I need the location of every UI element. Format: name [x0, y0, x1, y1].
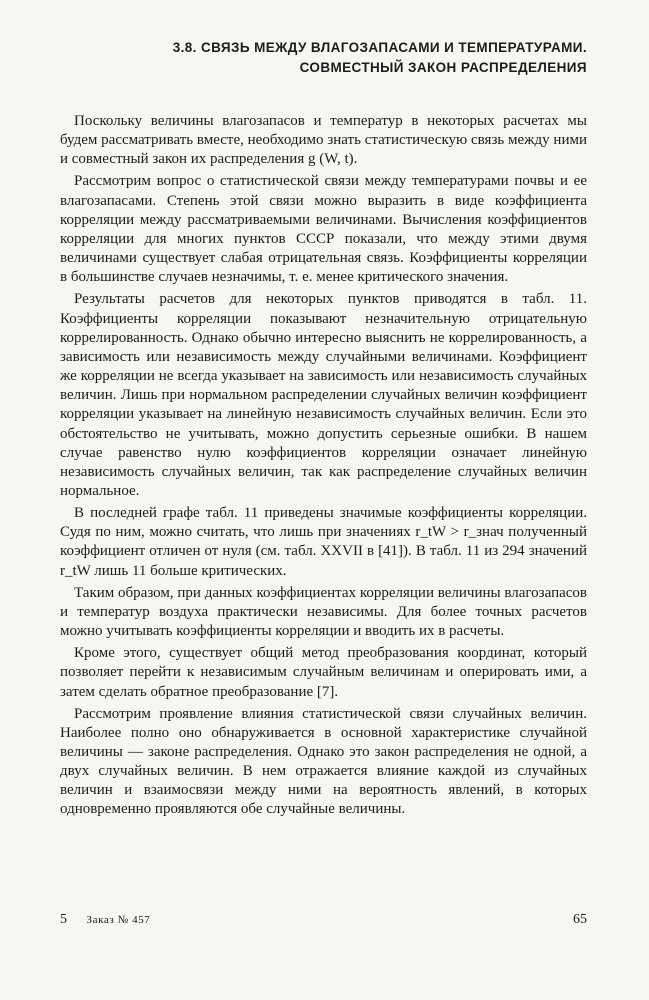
- paragraph-3: [60, 290, 587, 501]
- paragraph-6: [60, 644, 587, 701]
- paragraph-2: [60, 172, 587, 287]
- paragraph-text: Кроме этого, существует общий метод преобразования координат, который позволяет перейти к независимым случайным величинам и оперировать ими, а затем сделать обратное преобразование [7].: [60, 645, 587, 700]
- paragraph-7: [60, 705, 587, 820]
- paragraph-text: Рассмотрим проявление влияния статистической связи случайных величин. Наиболее полно оно обнаруживается в основной характеристике случайной величины — законе распределения. Однако это закон распределения не одной, а двух случайных величин. В нем отражается влияние каждой из случайных величин и взаимосвязи между ними на вероятность явлений, в которых одновременно проявляются обе случайные величины.: [60, 705, 587, 818]
- paragraph-text: Рассмотрим вопрос о статистической связи между температурами почвы и ее влагозапасами. Степень этой связи можно выразить в виде коэффициента корреляции между рассматриваемыми величинами. Вычисления коэффициентов корреляции для многих пунктов СССР показали, что между этими двумя величинами существует слабая отрицательная связь. Коэффициенты корреляции в большинстве случаев незначимы, т. е. менее критического значения.: [60, 173, 587, 286]
- section-heading-line-2: СОВМЕСТНЫЙ ЗАКОН РАСПРЕДЕЛЕНИЯ: [299, 60, 587, 75]
- page-content: [60, 38, 587, 823]
- body-text: [60, 112, 587, 820]
- paragraph-1: [60, 112, 587, 169]
- order-text: Заказ № 457: [86, 914, 151, 926]
- paragraph-text: Таким образом, при данных коэффициентах корреляции величины влагозапасов и температур воздуха практически независимы. Для более точных расчетов можно учитывать коэффициенты корреляции и вводить их в расчеты.: [60, 584, 587, 640]
- paragraph-text: Результаты расчетов для некоторых пунктов приводятся в табл. 11. Коэффициенты корреляции показывают незначительную отрицательную коррелированность. Однако обычно интересно выяснить не коррелированность, а зависимость или независимость между случайными величинами. Коэффициент же корреляции не всегда указывает на зависимость или независимость случайных величин. Лишь при нормальном распределении случайных величин коэффициент корреляции указывает на линейную независимость случайных величин. Если это обстоятельство не учитывать, можно допустить серьезные ошибки. В нашем случае равенство нулю коэффициентов корреляции означает линейную независимость случайных величин, так как распределение случайных величин нормальное.: [60, 291, 587, 499]
- paragraph-text: В последней графе табл. 11 приведены значимые коэффициенты корреляции. Судя по ним, можно считать, что лишь при значениях r_tW > r_знач полученный коэффициент отличен от нуля (см. табл. XXVII в [41]). В табл. 11 из 294 значений r_tW лишь 11 больше критических.: [60, 505, 587, 579]
- paragraph-5: [60, 584, 587, 641]
- section-heading-line-1: 3.8. СВЯЗЬ МЕЖДУ ВЛАГОЗАПАСАМИ И ТЕМПЕРАТУРАМИ.: [172, 40, 587, 55]
- section-heading: [60, 38, 587, 78]
- paragraph-text: Поскольку величины влагозапасов и температур в некоторых расчетах мы будем рассматривать вместе, необходимо знать статистическую связь между ними и совместный закон их распределения g (W, t).: [60, 113, 587, 168]
- paragraph-4: [60, 504, 587, 581]
- printer-signature: [60, 912, 150, 928]
- page-number: 65: [573, 912, 587, 927]
- signature-number: 5: [60, 912, 67, 927]
